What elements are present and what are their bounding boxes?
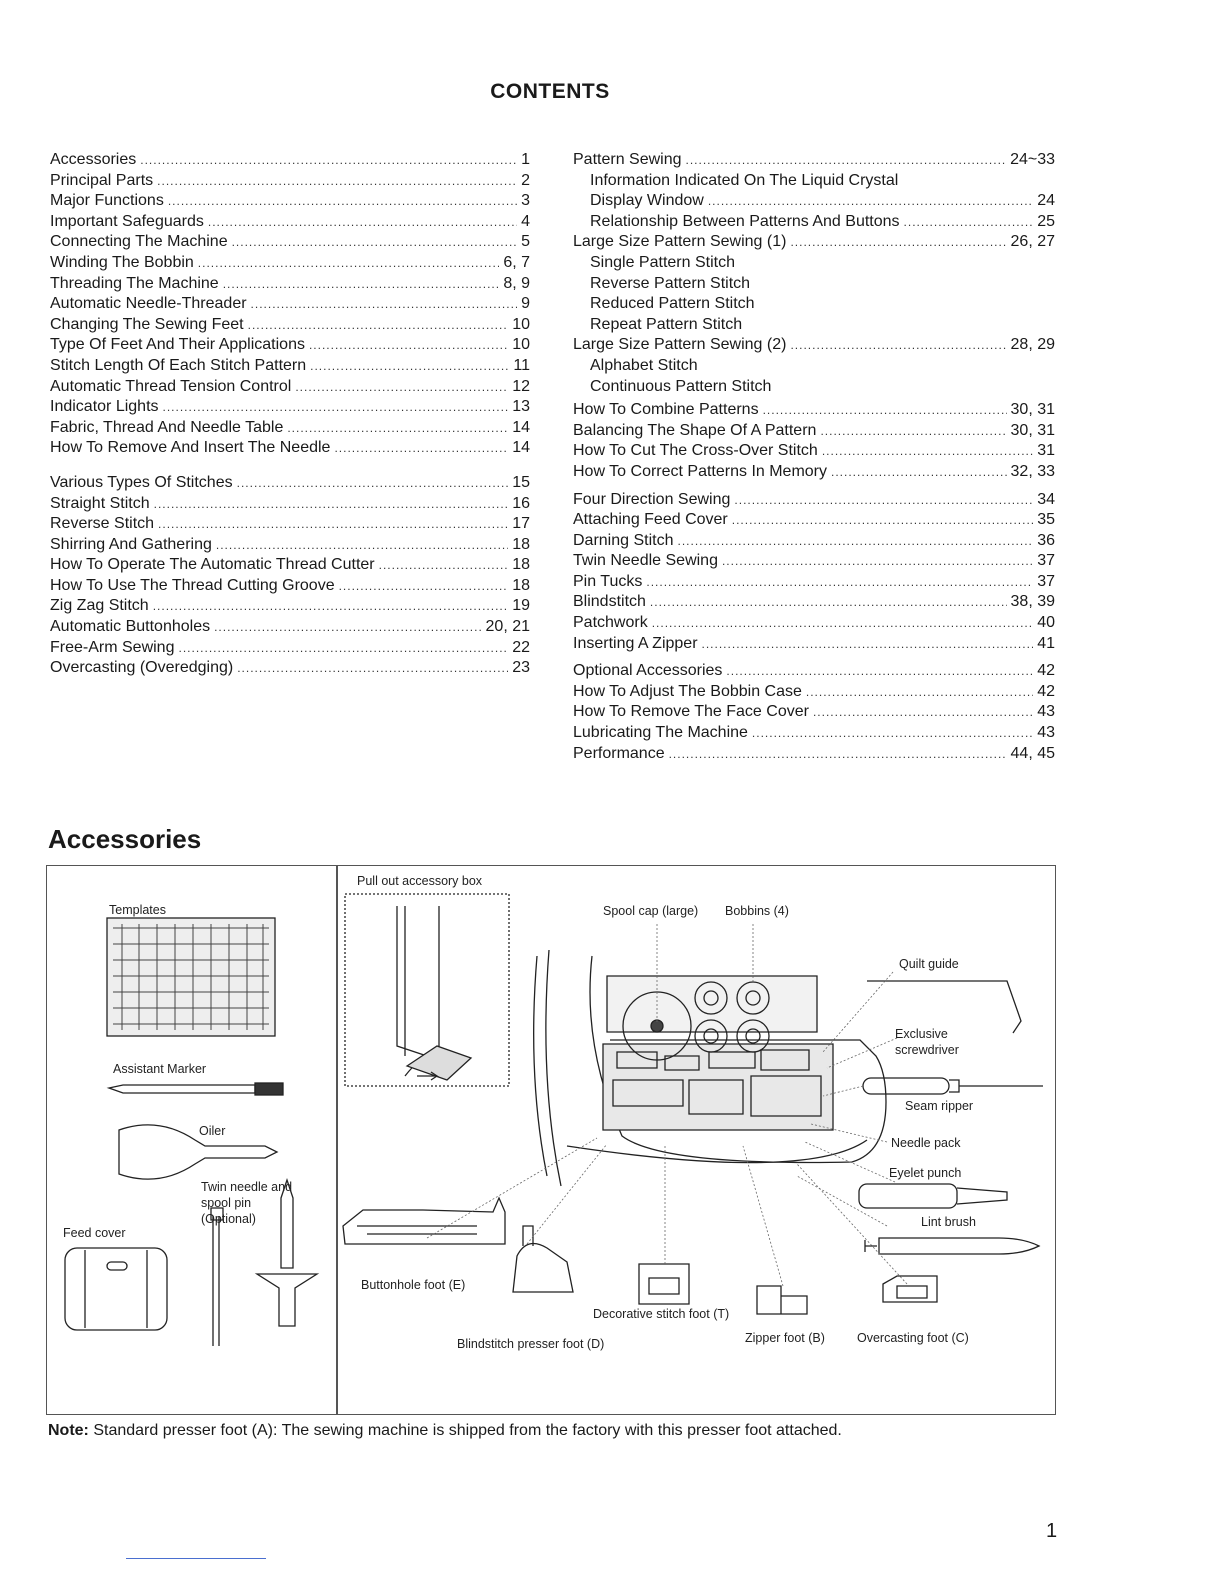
toc-entry-title: Reverse Stitch xyxy=(50,515,155,533)
toc-leader-dots xyxy=(334,438,508,459)
toc-entry-title: Shirring And Gathering xyxy=(50,535,212,553)
toc-leader-dots xyxy=(208,212,517,233)
toc-entry-page: 14 xyxy=(512,439,530,457)
toc-entry xyxy=(50,617,530,638)
toc-entry-title: Twin Needle Sewing xyxy=(573,552,718,570)
accessories-heading: Accessories xyxy=(48,824,202,854)
toc-leader-dots xyxy=(163,397,509,418)
toc-entry-title: Stitch Length Of Each Stitch Pattern xyxy=(50,356,307,374)
toc-entry xyxy=(573,702,1055,723)
toc-entry xyxy=(573,490,1055,511)
toc-entry-title: Optional Accessories xyxy=(573,662,723,680)
note xyxy=(48,1422,842,1440)
toc-leader-dots xyxy=(813,702,1033,723)
toc-entry xyxy=(573,661,1055,682)
toc-entry-title: How To Cut The Cross-Over Stitch xyxy=(573,442,818,460)
toc-entry-title: Performance xyxy=(573,744,665,762)
toc-entry xyxy=(50,438,530,459)
toc-entry-title: Important Safeguards xyxy=(50,212,204,230)
label-lint-brush: Lint brush xyxy=(921,1215,976,1229)
toc-leader-dots xyxy=(822,441,1033,462)
toc-entry xyxy=(50,638,530,659)
toc-entry-title: Inserting A Zipper xyxy=(573,634,698,652)
toc-entry-page: 5 xyxy=(521,233,530,251)
toc-leader-dots xyxy=(251,294,518,315)
page-number: 1 xyxy=(1046,1520,1058,1542)
label-eyelet-punch: Eyelet punch xyxy=(889,1166,962,1180)
toc-entry xyxy=(50,535,530,556)
toc-leader-dots xyxy=(237,658,508,679)
toc-entry-title: Lubricating The Machine xyxy=(573,724,748,742)
toc-entry xyxy=(50,150,530,171)
toc-subentry: Reverse Pattern Stitch xyxy=(590,274,751,292)
toc-entry-title: How To Use The Thread Cutting Groove xyxy=(50,576,335,594)
toc-entry xyxy=(50,212,530,233)
toc-entry-title: Pin Tucks xyxy=(573,572,643,590)
toc-entry-title: Fabric, Thread And Needle Table xyxy=(50,418,284,436)
label-blindstitch-foot: Blindstitch presser foot (D) xyxy=(457,1337,605,1351)
toc-entry xyxy=(50,315,530,336)
machine-body-icon xyxy=(534,950,886,1186)
toc-entry-title: Balancing The Shape Of A Pattern xyxy=(573,421,817,439)
quilt-guide-icon xyxy=(867,981,1021,1033)
toc-entry xyxy=(573,510,1055,531)
toc-entry-title: Accessories xyxy=(50,151,137,168)
toc-leader-dots xyxy=(153,596,509,617)
toc-entry-title: How To Adjust The Bobbin Case xyxy=(573,682,802,700)
blindstitch-foot-icon xyxy=(513,1226,573,1292)
toc-entry xyxy=(50,191,530,212)
toc-leader-dots xyxy=(732,510,1033,531)
eyelet-punch-icon xyxy=(859,1184,1007,1208)
toc-entry xyxy=(573,592,1055,613)
toc-entry-title: Overcasting (Overedging) xyxy=(50,659,234,677)
toc-entry-page: 12 xyxy=(512,377,530,395)
toc-entry-page: 43 xyxy=(1037,724,1055,742)
toc-entry xyxy=(50,232,530,253)
toc-entry xyxy=(50,397,530,418)
toc-entry xyxy=(50,274,530,295)
label-screwdriver: screwdriver xyxy=(895,1043,959,1057)
toc-subentry: Repeat Pattern Stitch xyxy=(590,315,743,333)
toc-leader-dots xyxy=(178,638,508,659)
toc-entry-page: 15 xyxy=(512,473,530,491)
toc-leader-dots xyxy=(214,617,481,638)
toc-entry-title: Free-Arm Sewing xyxy=(50,638,175,656)
toc-entry-page: 18 xyxy=(512,556,530,574)
label-quilt-guide: Quilt guide xyxy=(899,957,959,971)
toc-entry-page: 13 xyxy=(512,398,530,416)
overcasting-foot-icon xyxy=(883,1276,937,1302)
toc-entry-title: How To Combine Patterns xyxy=(573,401,759,419)
toc-entry xyxy=(573,723,1055,744)
toc-entry-title: Automatic Buttonholes xyxy=(50,618,211,636)
toc-subentry: Single Pattern Stitch xyxy=(590,253,735,271)
toc-entry-title: Changing The Sewing Feet xyxy=(50,315,244,333)
toc-entry-page: 44, 45 xyxy=(1010,744,1055,762)
toc-leader-dots xyxy=(806,682,1033,703)
toc-entry-title: Blindstitch xyxy=(573,593,646,611)
toc-leader-dots xyxy=(140,150,517,171)
toc-entry xyxy=(573,421,1055,442)
footer-rule xyxy=(126,1558,266,1559)
toc-leader-dots xyxy=(678,531,1034,552)
toc-entry-page: 23 xyxy=(512,659,530,677)
seam-ripper-icon xyxy=(863,1078,1043,1094)
assistant-marker-icon xyxy=(109,1083,283,1095)
toc-entry xyxy=(50,335,530,356)
toc-entry-page: 18 xyxy=(512,535,530,553)
toc-entry-title: Various Types Of Stitches xyxy=(50,473,233,491)
feed-cover-icon xyxy=(65,1248,167,1330)
toc-leader-dots xyxy=(310,356,509,377)
contents-left-column xyxy=(50,150,530,679)
toc-entry: Display Window ..... 24 xyxy=(573,191,1055,212)
toc-entry xyxy=(573,613,1055,634)
toc-entry-page: 42 xyxy=(1037,662,1055,680)
label-seam-ripper: Seam ripper xyxy=(905,1099,974,1113)
label-twin-needle: (Optional) xyxy=(201,1212,256,1226)
toc-entry-page: 42 xyxy=(1037,682,1055,700)
toc-entry xyxy=(50,253,530,274)
toc-entry-title: How To Remove And Insert The Needle xyxy=(50,439,331,457)
toc-entry: Large Size Pattern Sewing (2) ..... 28, 29 xyxy=(573,335,1055,356)
toc-entry-title: How To Remove The Face Cover xyxy=(573,703,809,721)
toc-entry-page: 35 xyxy=(1037,511,1055,529)
toc-entry xyxy=(50,356,530,377)
toc-leader-dots xyxy=(157,171,517,192)
toc-entry-page: 10 xyxy=(512,315,530,333)
label-decorative-foot: Decorative stitch foot (T) xyxy=(593,1307,730,1321)
toc-entry xyxy=(573,682,1055,703)
label-twin-needle: spool pin xyxy=(201,1196,252,1210)
toc-entry-page: 1 xyxy=(521,151,530,168)
toc-entry xyxy=(50,596,530,617)
toc-entry-title: Attaching Feed Cover xyxy=(573,511,728,529)
label-needle-pack: Needle pack xyxy=(891,1136,961,1150)
toc-subentry: Continuous Pattern Stitch xyxy=(590,377,772,395)
toc-entry xyxy=(50,514,530,535)
toc-entry-page: 37 xyxy=(1037,552,1055,570)
zipper-foot-icon xyxy=(757,1286,807,1314)
toc-entry-title: How To Correct Patterns In Memory xyxy=(573,462,828,480)
toc-entry-page: 18 xyxy=(512,576,530,594)
toc-entry-page: 38, 39 xyxy=(1010,593,1055,611)
pull-out-box-icon xyxy=(345,894,509,1086)
label-twin-needle: Twin needle and xyxy=(201,1180,293,1194)
toc-entry-page: 6, 7 xyxy=(503,253,530,271)
toc-entry: Large Size Pattern Sewing (1) ..... 26, 27 xyxy=(573,232,1055,253)
toc-leader-dots xyxy=(652,613,1034,634)
toc-entry-title: Straight Stitch xyxy=(50,494,150,512)
label-oiler: Oiler xyxy=(199,1124,226,1138)
label-overcasting-foot: Overcasting foot (C) xyxy=(857,1331,969,1345)
toc-leader-dots xyxy=(237,473,509,494)
toc-entry-title: Type Of Feet And Their Applications xyxy=(50,336,305,354)
toc-leader-dots xyxy=(154,494,509,515)
toc-entry-title: Zig Zag Stitch xyxy=(50,597,149,615)
toc-entry-page: 14 xyxy=(512,418,530,436)
label-pull-out-box: Pull out accessory box xyxy=(357,874,483,888)
toc-entry-page: 20, 21 xyxy=(485,618,530,636)
toc-entry xyxy=(573,531,1055,552)
toc-leader-dots xyxy=(309,335,508,356)
label-feed-cover: Feed cover xyxy=(63,1226,126,1240)
label-spool-cap: Spool cap (large) xyxy=(603,904,699,918)
section-gap xyxy=(50,459,530,473)
toc-leader-dots xyxy=(248,315,509,336)
toc-entry-page: 22 xyxy=(512,638,530,656)
note-text: Standard presser foot (A): The sewing machine is shipped from the factory with this presser foot attached. xyxy=(93,1422,842,1439)
toc-entry xyxy=(573,744,1055,765)
toc-entry: Relationship Between Patterns And Buttons ..... 25 xyxy=(573,212,1055,233)
toc-leader-dots xyxy=(287,418,508,439)
toc-leader-dots xyxy=(831,462,1007,483)
toc-subentry: Information Indicated On The Liquid Crystal xyxy=(590,171,899,189)
toc-leader-dots xyxy=(232,232,518,253)
toc-entry-page: 8, 9 xyxy=(503,274,530,292)
toc-entry-page: 43 xyxy=(1037,703,1055,721)
label-templates: Templates xyxy=(109,903,166,917)
toc-leader-dots xyxy=(158,514,508,535)
label-assistant-marker: Assistant Marker xyxy=(113,1062,207,1076)
toc-leader-dots xyxy=(223,274,500,295)
toc-entry-title: Winding The Bobbin xyxy=(50,253,194,271)
toc-leader-dots xyxy=(726,661,1033,682)
toc-entry-page: 2 xyxy=(521,171,530,189)
buttonhole-foot-icon xyxy=(343,1198,505,1244)
decorative-foot-icon xyxy=(639,1264,689,1304)
toc-entry xyxy=(573,462,1055,483)
toc-entry-page: 37 xyxy=(1037,572,1055,590)
toc-leader-dots xyxy=(820,421,1006,442)
note-label: Note: xyxy=(48,1422,89,1439)
toc-entry xyxy=(50,171,530,192)
lint-brush-icon xyxy=(865,1238,1039,1254)
toc-entry xyxy=(573,441,1055,462)
toc-leader-dots xyxy=(702,634,1034,655)
toc-leader-dots xyxy=(752,723,1033,744)
toc-leader-dots xyxy=(339,576,509,597)
toc-entry-page: 4 xyxy=(521,212,530,230)
toc-entry xyxy=(50,494,530,515)
toc-leader-dots xyxy=(295,377,508,398)
toc-entry xyxy=(50,377,530,398)
toc-entry-page: 30, 31 xyxy=(1010,401,1055,419)
toc-leader-dots xyxy=(168,191,517,212)
toc-entry-page: 10 xyxy=(512,336,530,354)
label-bobbins: Bobbins (4) xyxy=(725,904,789,918)
toc-entry-title: Principal Parts xyxy=(50,171,154,189)
toc-entry xyxy=(50,576,530,597)
toc-entry-title: Major Functions xyxy=(50,192,164,210)
toc-leader-dots xyxy=(669,744,1007,765)
toc-entry xyxy=(50,294,530,315)
toc-entry-page: 41 xyxy=(1037,634,1055,652)
toc-entry xyxy=(573,572,1055,593)
toc-entry xyxy=(50,473,530,494)
toc-entry-title: Patchwork xyxy=(573,614,648,632)
accessories-illustration-frame xyxy=(46,865,1056,1415)
toc-entry-page: 40 xyxy=(1037,614,1055,632)
toc-entry-title: Threading The Machine xyxy=(50,274,219,292)
toc-entry-page: 32, 33 xyxy=(1010,462,1055,480)
toc-leader-dots xyxy=(198,253,500,274)
toc-entry-page: 34 xyxy=(1037,490,1055,508)
toc-entry xyxy=(573,634,1055,655)
toc-leader-dots xyxy=(216,535,508,556)
toc-entry-title: Darning Stitch xyxy=(573,531,674,549)
toc-entry-page: 30, 31 xyxy=(1010,421,1055,439)
toc-entry-title: Four Direction Sewing xyxy=(573,490,731,508)
toc-leader-dots xyxy=(734,490,1033,511)
contents-title: CONTENTS xyxy=(490,80,610,103)
toc-entry-page: 3 xyxy=(521,192,530,210)
toc-entry-page: 31 xyxy=(1037,442,1055,460)
toc-entry-title: Indicator Lights xyxy=(50,398,159,416)
toc-subentry: Alphabet Stitch xyxy=(590,356,698,374)
label-zipper-foot: Zipper foot (B) xyxy=(745,1331,825,1345)
toc-entry-page: 19 xyxy=(512,597,530,615)
toc-entry-page: 17 xyxy=(512,515,530,533)
oiler-icon xyxy=(119,1125,277,1179)
label-screwdriver: Exclusive xyxy=(895,1027,948,1041)
toc-entry-page: 11 xyxy=(513,356,530,374)
contents-right-column xyxy=(573,150,1055,764)
toc-entry-title: Automatic Thread Tension Control xyxy=(50,377,292,395)
toc-subentry: Reduced Pattern Stitch xyxy=(590,295,755,313)
toc-entry xyxy=(50,418,530,439)
templates-icon xyxy=(107,918,275,1036)
toc-entry-title: Automatic Needle-Threader xyxy=(50,295,247,313)
toc-leader-dots xyxy=(763,400,1007,421)
toc-entry: Pattern Sewing ..... 24~33 xyxy=(573,150,1055,171)
toc-entry xyxy=(50,555,530,576)
toc-leader-dots xyxy=(379,555,509,576)
label-buttonhole-foot: Buttonhole foot (E) xyxy=(361,1278,466,1292)
toc-entry-page: 9 xyxy=(521,295,530,313)
toc-entry-page: 36 xyxy=(1037,531,1055,549)
toc-entry-page: 16 xyxy=(512,494,530,512)
toc-leader-dots xyxy=(650,592,1007,613)
toc-entry xyxy=(573,400,1055,421)
toc-entry-title: Connecting The Machine xyxy=(50,233,228,251)
toc-entry xyxy=(50,658,530,679)
toc-leader-dots xyxy=(722,551,1033,572)
toc-entry xyxy=(573,551,1055,572)
toc-leader-dots xyxy=(646,572,1033,593)
toc-entry-title: How To Operate The Automatic Thread Cutter xyxy=(50,556,375,574)
